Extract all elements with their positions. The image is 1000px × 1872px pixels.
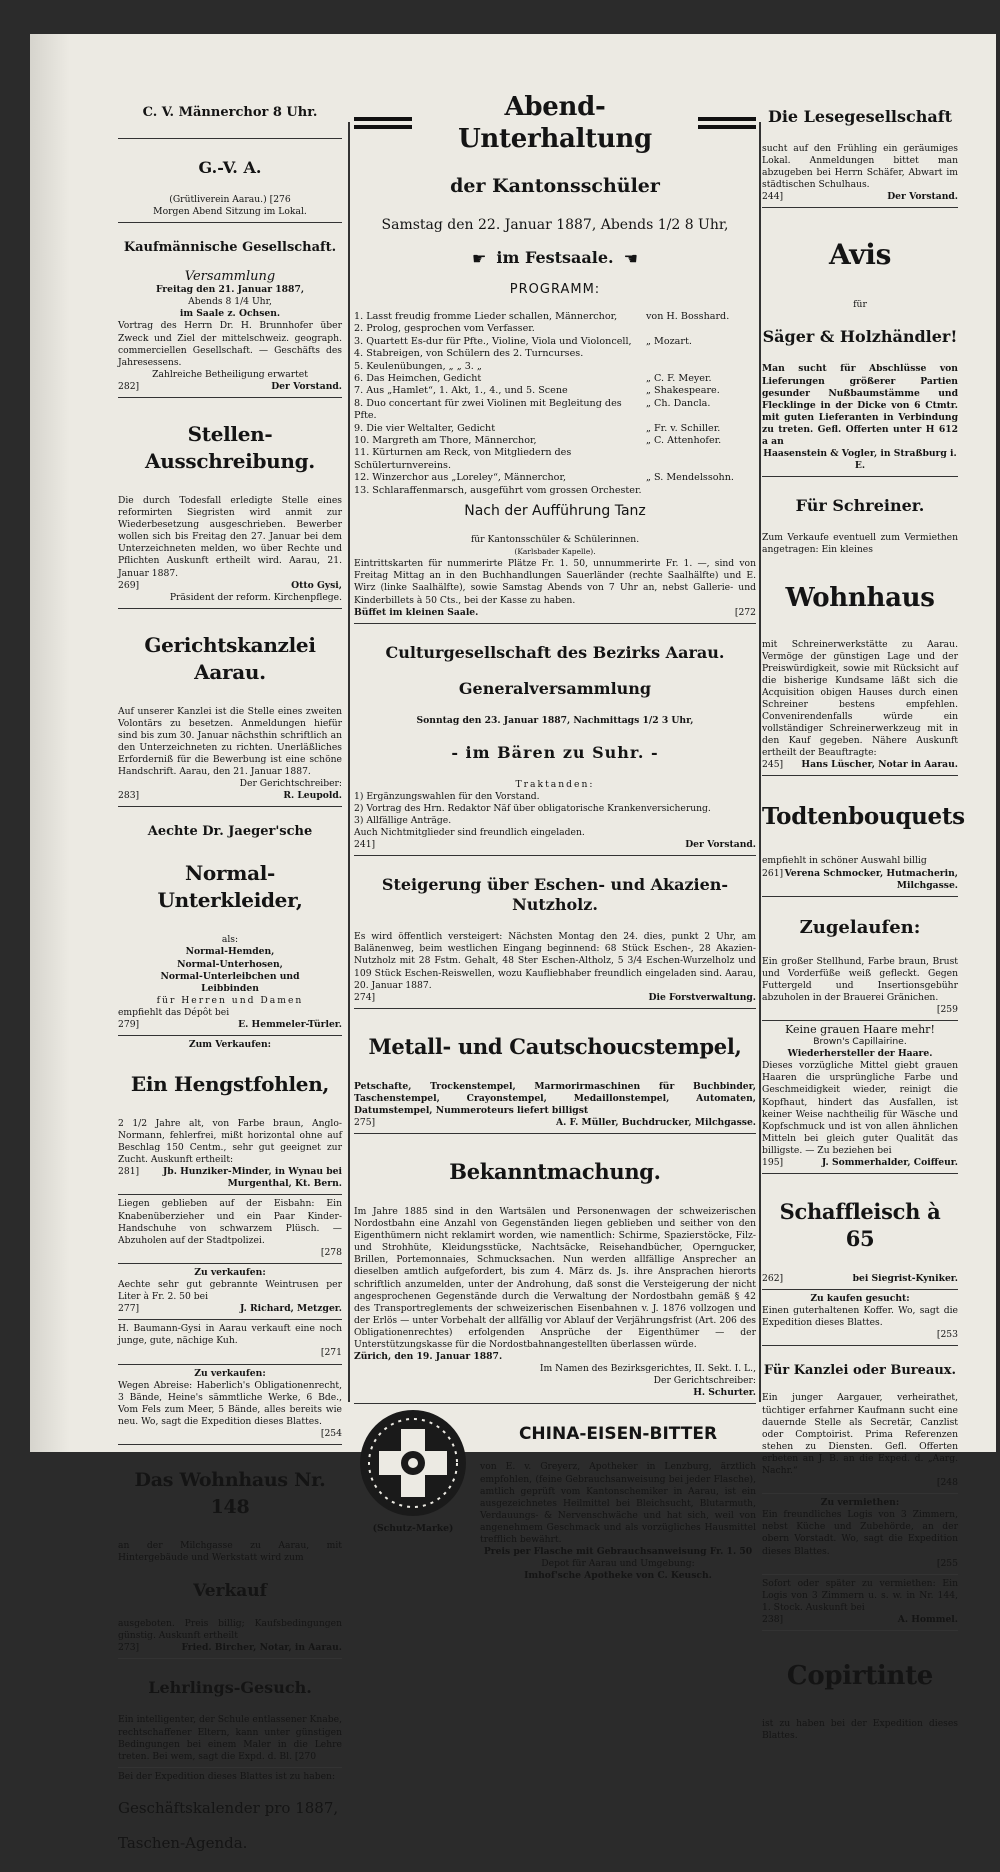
ad-lesegesellschaft (762, 88, 958, 208)
ad-footer: 244] Der Vorstand. (762, 191, 958, 203)
ad-line: Zürich, den 19. Januar 1887. (354, 1351, 503, 1363)
ad-koffer (762, 1290, 958, 1346)
ad-kanzlei (762, 1346, 958, 1494)
column-rule (759, 122, 761, 1402)
ad-title: Normal-Unterkleider, (157, 861, 303, 913)
ad-line: [254 (320, 1427, 342, 1439)
ad-text: Ein freundliches Logis von 3 Zimmern, nebst Küche und Zubehörde, an der obern Vorstadt. Wo, sagt die Expedition dieses Blattes. (762, 1509, 958, 1557)
column-center (354, 88, 756, 1586)
ad-text: Sofort oder später zu vermiethen: Ein Logis von 3 Zimmern u. s. w. in Nr. 144, 1. Stock. Auskunft bei (762, 1577, 958, 1613)
trademark-seal-icon (357, 1407, 469, 1519)
ad-footer: 274] Die Forstverwaltung. (354, 991, 756, 1003)
ad-footer: 241] Der Vorstand. (354, 839, 756, 851)
program-item-title: 5. Keulenübungen, „ „ 3. „ (354, 360, 482, 372)
ad-line: [259 (936, 1003, 958, 1015)
ad-line: [278 (320, 1246, 342, 1258)
ad-metall (354, 1009, 756, 1134)
ad-line: [271 (320, 1347, 342, 1359)
program-item (354, 435, 756, 447)
ad-liegen (118, 1195, 342, 1263)
ad-line: [253 (936, 1329, 958, 1341)
ad-vermiethen (762, 1494, 958, 1575)
ad-schreiner (762, 477, 958, 776)
ad-title: Metall- und Cautschoucstempel, (368, 1033, 742, 1059)
ad-line: im Saale z. Ochsen. (179, 308, 281, 320)
ad-line: [255 (936, 1557, 958, 1569)
program-item-title: 11. Kürturnen am Reck, von Mitgliedern des Schülerturnvereins. (354, 447, 572, 471)
ad-line: H. Schurter. (693, 1387, 756, 1399)
ad-kaufmaennische (118, 223, 342, 398)
ad-title: Säger & Holzhändler! (762, 327, 958, 347)
ad-steigerung (354, 856, 756, 1008)
ad-text: H. Baumann-Gysi in Aarau verkauft eine noch junge, gute, nächige Kuh. (118, 1323, 342, 1347)
ad-footer: 195] J. Sommerhalder, Coiffeur. (762, 1157, 958, 1169)
ad-text: Man sucht für Abschlüsse von Lieferungen größerer Partien gesunder Nußbaumstämme und Flecklinge in der Dicke von 6 Ctmtr. mit guten Lieferanten in Verbindung zu treten. Gefl. Offerten unter H 612 a an (762, 363, 958, 448)
ad-text: an der Milchgasse zu Aarau, mit Hintergebäude und Werkstatt wird zum (118, 1540, 342, 1564)
ad-text: Es wird öffentlich versteigert: Nächsten Montag den 24. dies, punkt 2 Uhr, am Balänenweg, beim westlichen Eingang beginnend: 68 Stück Eschen-, 28 Akazien- Nutzholz mit 28 Fstm. Gehalt, 48 Ster Eschen-Altholz, 5 3/4 Eschen-Wurzelholz und 109 Stück Eschen-Reiswellen, wozu Kaufliebhaber freundlich eingeladen sind. Aarau, 20. Januar 1887. (354, 931, 756, 991)
ad-footer: 245] Hans Lüscher, Notar in Aarau. (762, 759, 958, 771)
ad-footer: Büffet im kleinen Saale. [272 (354, 606, 756, 618)
ad-zugelaufen (762, 897, 958, 1021)
ad-line: Im Namen des Bezirksgerichtes, II. Sekt. I. L., (539, 1363, 756, 1375)
program-item (354, 398, 756, 423)
program-label: PROGRAMM: (509, 282, 601, 297)
ad-schaffleisch (762, 1174, 958, 1290)
ad-title: Gerichtskanzlei Aarau. (144, 632, 316, 684)
program-item (354, 311, 756, 323)
program-item-title: 7. Aus „Hamlet“, 1. Akt, 1., 4., und 5. Scene (354, 385, 568, 397)
program-item-author: von H. Bosshard. (646, 311, 730, 322)
ad-todtenbouquets (762, 776, 965, 896)
ad-footer: 261] Verena Schmocker, Hutmacherin, Milchgasse. (762, 867, 958, 891)
program-item-title: 9. Die vier Weltalter, Gedicht (354, 422, 496, 434)
ad-line: Präsident der reform. Kirchenpflege. (169, 591, 342, 603)
ad-line: Sonntag den 23. Januar 1887, Nachmittags 1/2 3 Uhr, (416, 714, 694, 726)
program-item (354, 447, 756, 472)
ad-line: empfiehlt das Dépôt bei (118, 1006, 230, 1018)
ad-cultur (354, 624, 756, 857)
program-item-title: 13. Schlaraffenmarsch, ausgeführt vom grossen Orchester. (354, 484, 642, 496)
ad-line: Wiederhersteller der Haare. (787, 1048, 933, 1060)
ad-text: Dieses vorzügliche Mittel giebt grauen Haaren die ursprüngliche Farbe und Geschmeidigkeit wieder, reinigt die Kopfhaut, hindert das Ausfallen, ist keiner Weise nachtheilig für Wäsche und Kopfschmuck und ist von allen ähnlichen Mitteln bei gleich guter Qualität das billigste. — Zu beziehen bei (762, 1060, 958, 1156)
ad-title: Schaffleisch à 65 (779, 1199, 941, 1252)
ad-sofort (762, 1575, 958, 1631)
ad-title: Lehrlings-Gesuch. (148, 1678, 312, 1698)
ad-footer: 262] bei Siegrist-Kyniker. (762, 1273, 958, 1285)
ad-line: (Karlsbader Kapelle). (514, 547, 596, 557)
ad-line: Zu vermiethen: (820, 1497, 900, 1509)
ad-hengstfohlen (118, 1036, 342, 1195)
ad-wohnhaus (118, 1445, 342, 1659)
ad-title: Keine grauen Haare mehr! (785, 1023, 935, 1036)
ad-bekanntmachung (354, 1134, 756, 1405)
ad-line: Morgen Abend Sitzung im Lokal. (153, 206, 307, 218)
ad-books (118, 1365, 342, 1446)
ad-line: Imhof'sche Apotheke von C. Keusch. (524, 1570, 712, 1582)
ad-footer: 282] Der Vorstand. (118, 380, 342, 392)
ad-header (354, 248, 756, 268)
ad-title: Das Wohnhaus Nr. 148 (134, 1469, 326, 1519)
ad-text: Wegen Abreise: Haberlich's Obligationenrecht, 3 Bände, Heine's sämmtliche Werke, 6 Bde., Vom Fels zum Meer, 5 Bände, alles bereits wie neu. Wo, sagt die Expedition dieses Blattes. (118, 1379, 342, 1427)
ad-lehrling (118, 1659, 342, 1767)
ad-title: Die Lesegesellschaft (767, 107, 953, 126)
ad-gerichtskanzlei (118, 609, 342, 808)
ad-text: ist zu haben bei der Expedition dieses Blattes. (762, 1718, 958, 1742)
ad-title: Steigerung über Eschen- und Akazien-Nutzholz. (381, 875, 729, 915)
ad-title: Bekanntmachung. (449, 1158, 661, 1184)
program-item-author (646, 447, 756, 472)
ad-line: Zu kaufen gesucht: (810, 1293, 910, 1305)
ad-text: Vortrag des Herrn Dr. H. Brunnhofer über Zweck und Ziel der mittelschweiz. geograph. commerciellen Gesellschaft. — Geschäfts des Jahresessens. (118, 320, 342, 368)
ad-line: Normal-Hemden, (185, 946, 275, 958)
ad-text: Liegen geblieben auf der Eisbahn: Ein Knabenüberzieher und ein Paar Kinder-Handschuhe von schwarzem Plüsch. — Abzuholen auf der Stadtpolizei. (118, 1198, 342, 1246)
ad-title: Wohnhaus (785, 582, 935, 613)
ad-stellen (118, 398, 342, 609)
ad-line: Brown's Capillairine. (813, 1036, 907, 1048)
ad-text: Ein junger Aargauer, verheirathet, tüchtiger erfahrner Kaufmann sucht eine dauernde Stelle als Secretär, Canzlist oder Comptoirist. Prima Referenzen stehen zu Diensten. Gefl. Offerten erbeten an J. B. an die Exped. d. „Aarg. Nachr.“ (762, 1392, 958, 1476)
ad-title: Geschäftskalender pro 1887, (118, 1798, 339, 1817)
ad-baumann (118, 1320, 342, 1364)
ad-text: Auf unserer Kanzlei ist die Stelle eines zweiten Volontärs zu besetzen. Anmeldungen hiefür sind bis zum 30. Januar nächsthin schriftlich an den Unterzeichneten zu richten. Unerläßliches Erforderniß für die Bewerbung ist eine schöne Handschrift. Aarau, den 21. Januar 1887. (118, 705, 342, 778)
ad-line: - im Bären zu Suhr. - (451, 742, 659, 762)
program-item-title: 2. Prolog, gesprochen vom Verfasser. (354, 323, 535, 335)
ad-text: empfiehlt in schöner Auswahl billig (762, 855, 927, 867)
ad-footer: 238] A. Hommel. (762, 1614, 958, 1625)
ad-line: für Herren und Damen (156, 994, 304, 1006)
ad-title: CHINA-EISEN-BITTER (518, 1424, 718, 1445)
ad-line: Samstag den 22. Januar 1887, Abends 1/2 8 Uhr, (381, 217, 729, 233)
ad-line: Zahlreiche Betheiligung erwartet (152, 368, 308, 380)
ad-line: für Kantonsschüler & Schülerinnen. (470, 534, 640, 546)
program-item (354, 485, 756, 497)
rule-decoration (698, 117, 756, 129)
ad-line: Zu verkaufen: (194, 1266, 266, 1278)
program-item-author: „ C. F. Meyer. (646, 373, 712, 385)
ad-text: Bei der Expedition dieses Blattes ist zu haben: (118, 1770, 336, 1782)
ad-avis (762, 208, 958, 477)
ad-line: Der Gerichtschreiber: (239, 778, 342, 790)
ad-text: Zum Verkaufe eventuell zum Vermiethen angetragen: Ein kleines (762, 532, 958, 556)
trademark-label: (Schutz-Marke) (372, 1523, 454, 1535)
program-item-author (646, 485, 756, 497)
ad-text: Einen guterhaltenen Koffer. Wo, sagt die Expedition dieses Blattes. (762, 1305, 958, 1329)
ad-title: Kaufmännische Gesellschaft. (123, 240, 337, 256)
ad-line: [248 (936, 1477, 958, 1489)
ad-wein (118, 1264, 342, 1320)
column-rule (348, 122, 350, 1402)
ad-line: 2) Vortrag des Hrn. Redaktor Näf über obligatorische Krankenversicherung. (354, 802, 711, 814)
ad-text: sucht auf den Frühling ein geräumiges Lokal. Anmeldungen bittet man abzugeben bei Herrn Schäfer, Abwart im städtischen Schulhaus. (762, 143, 958, 191)
program-item-author: „ S. Mendelssohn. (646, 472, 734, 484)
program-item (354, 385, 756, 397)
program-item (354, 361, 756, 373)
program-item-author: „ Shakespeare. (646, 385, 720, 397)
ad-line: Versammlung (184, 269, 276, 285)
ad-title: Aechte Dr. Jaeger'sche (147, 824, 313, 840)
ad-line: Haasenstein & Vogler, in Straßburg i. E. (763, 448, 957, 472)
ad-title: G.-V. A. (198, 158, 262, 177)
ad-footer: 283] R. Leupold. (118, 790, 342, 802)
ad-line: Preis per Flasche mit Gebrauchsanweisung Fr. 1. 50 (483, 1546, 753, 1558)
rule-decoration (354, 117, 412, 129)
column-left (118, 88, 342, 1872)
ad-text: Ein großer Stellhund, Farbe braun, Brust und Vorderfüße weiß gefleckt. Gegen Futtergeld und Insertionsgebühr abzuholen in der Brauerei Gränichen. (762, 955, 958, 1003)
program-item-author (646, 323, 756, 335)
ad-text: mit Schreinerwerkstätte zu Aarau. Vermöge der günstigen Lage und der Preiswürdigkeit, sowie mit Rücksicht auf die bisherige Kundsame läßt sich die Acquisition obigen Hauses durch einen Schreiner bestens empfehlen. Convenirendenfalls würde ein vollständiger Schreinerwerkzeug mit in den Kauf gegeben. Nähere Auskunft ertheilt der Beauftragte: (762, 638, 958, 759)
ad-footer: 275] A. F. Müller, Buchdrucker, Milchgasse. (354, 1116, 756, 1128)
ad-line: Zu verkaufen: (194, 1367, 266, 1379)
ad-header (354, 91, 756, 155)
ad-maennerchor (118, 88, 342, 139)
ad-china-bitter (354, 1404, 756, 1586)
ad-title: Avis (828, 238, 892, 272)
ad-kalender (118, 1768, 342, 1872)
ad-line: Abends 8 1/4 Uhr, (188, 296, 272, 308)
pointing-hand-icon: ☛ (472, 248, 487, 268)
program-item-title: 12. Winzerchor aus „Loreley“, Männerchor, (354, 472, 567, 484)
ad-title: Culturgesellschaft des Bezirks Aarau. (385, 642, 725, 662)
ad-copirtinte (762, 1631, 958, 1746)
ad-title: Abend-Unterhaltung (458, 92, 652, 154)
ad-line: Der Gerichtschreiber: (653, 1375, 756, 1387)
trademark (354, 1407, 472, 1582)
ad-body (480, 1407, 756, 1582)
ad-footer: 277] J. Richard, Metzger. (118, 1303, 342, 1315)
ad-line: Depot für Aarau und Umgebung: (541, 1558, 695, 1570)
program-item-title: 1. Lasst freudig fromme Lieder schallen, Männerchor, (354, 311, 618, 322)
ad-line: (Grütliverein Aarau.) [276 (169, 194, 291, 205)
program-item (354, 336, 756, 348)
program-item-title: 6. Das Heimchen, Gedicht (354, 373, 482, 385)
program-item (354, 323, 756, 335)
ad-line: 1) Ergänzungswahlen für den Vorstand. (354, 790, 540, 802)
ad-footer: 281] Jb. Hunziker-Minder, in Wynau bei Murgenthal, Kt. Bern. (118, 1166, 342, 1190)
ad-text: Die durch Todesfall erledigte Stelle eines reformirten Siegristen wird anmit zur Wiederbesetzung ausgeschrieben. Bewerber wollen sich bis Freitag den 27. Januar bei dem Unterzeichneten melden, wo über Rechte und Pflichten Auskunft ertheilt wird. Aarau, 21. Januar 1887. (118, 494, 342, 579)
ad-title: Generalversammlung (458, 678, 652, 698)
ad-line: Zum Verkaufen: (188, 1039, 272, 1050)
ad-title: Copirtinte (786, 1661, 934, 1691)
program-list (354, 311, 756, 497)
ad-haare (762, 1021, 958, 1174)
ad-text: 2 1/2 Jahre alt, von Farbe braun, Anglo-Normann, fehlerfrei, mißt horizontal ohne auf Beschlag 150 Centm., sehr gut geeignet zur Zucht. Auskunft ertheilt: (118, 1118, 342, 1166)
ad-text: Eintrittskarten für nummerirte Plätze Fr. 1. 50, unnummerirte Fr. 1. —, sind von Freitag Mittag an in den Buchhandlungen Sauerländer (rechte Saalhälfte) und E. Wirz (linke Saalhälfte), sowie Samstag Abends von 7 Uhr an, nebst Gallerie- und Kinderbillets à 50 Cts., bei der Kasse zu haben. (354, 558, 756, 606)
ad-line: Leibbinden (201, 982, 259, 994)
program-item (354, 472, 756, 484)
ad-text: Ein intelligenter, der Schule entlassener Knabe, rechtschaffener Eltern, kann unter günstigen Bedingungen bei einem Maler in die Lehre treten. Bei wem, sagt die Expd. d. Bl. [270 (118, 1714, 342, 1762)
column-right (762, 88, 965, 1746)
ad-title: Ein Hengstfohlen, (130, 1072, 330, 1097)
ad-line: Auch Nichtmitglieder sind freundlich eingeladen. (354, 827, 585, 839)
ad-title: C. V. Männerchor 8 Uhr. (142, 105, 318, 120)
newspaper-page (30, 34, 996, 1852)
ad-text: ausgeboten. Preis billig; Kaufsbedingungen günstig. Auskunft ertheilt (118, 1618, 342, 1642)
ad-line: Traktanden: (515, 778, 595, 790)
ad-title: der Kantonsschüler (450, 175, 660, 197)
ad-gva (118, 139, 342, 223)
ad-text: Petschafte, Trockenstempel, Marmorirmaschinen für Buchbinder, Taschenstempel, Crayonstempel, Medaillonstempel, Automaten, Datumstempel, Nummeroteurs liefert billigst (354, 1080, 756, 1116)
program-item-author: „ Mozart. (646, 335, 692, 347)
ad-footer: 269] Otto Gysi, (118, 579, 342, 591)
ad-line: 3) Allfällige Anträge. (354, 815, 452, 827)
ad-title: Für Kanzlei oder Bureaux. (763, 1363, 957, 1379)
program-item-author: „ Fr. v. Schiller. (646, 422, 721, 434)
program-item (354, 423, 756, 435)
pointing-hand-icon: ☚ (623, 248, 638, 268)
ad-title: Nach der Aufführung Tanz (464, 503, 646, 520)
ad-abend (354, 88, 756, 624)
program-item-author (646, 348, 756, 360)
ad-line: Normal-Unterleibchen und (160, 970, 300, 982)
ad-text: Aechte sehr gut gebrannte Weintrusen per Liter à Fr. 2. 50 bei (118, 1279, 342, 1303)
program-item (354, 373, 756, 385)
program-item-author: „ C. Attenhofer. (646, 435, 722, 447)
ad-jaeger (118, 807, 342, 1036)
program-item (354, 348, 756, 360)
program-item-title: 8. Duo concertant für zwei Violinen mit Begleitung des Pfte. (354, 397, 622, 422)
program-item-title: 10. Margreth am Thore, Männerchor, (354, 435, 537, 447)
ad-title: Todtenbouquets (762, 803, 965, 831)
ad-footer: 279] E. Hemmeler-Türler. (118, 1019, 342, 1030)
ad-text: von E. v. Greyerz, Apotheker in Lenzburg, ärztlich empfohlen, (feine Gebrauchsanweisung bei jeder Flasche), amtlich geprüft vom Kantonschemiker in Aarau, ist ein ausgezeichnetes Heilmittel bei Bleichsucht, Blutarmuth, Verdauungs- & Nervenschwäche und hat sich, weil von angenehmem Geschmack und als vorzügliches Hausmittel trefflich bewährt. (480, 1461, 756, 1546)
ad-title: Zugelaufen: (799, 916, 921, 938)
ad-line: Freitag den 21. Januar 1887, (155, 284, 305, 296)
ad-title: Stellen-Ausschreibung. (145, 421, 315, 473)
ad-title: Taschen-Agenda. (118, 1833, 248, 1852)
program-item-author: „ Ch. Dancla. (646, 397, 711, 409)
program-item-author (646, 361, 756, 373)
ad-title: Für Schreiner. (795, 496, 925, 516)
ad-text: Im Jahre 1885 sind in den Wartsälen und Personenwagen der schweizerischen Nordostbahn eine Anzahl von Gegenständen liegen geblieben und seither von den Eigenthümern nicht reklamirt worden, wie namentlich: Schirme, Spazierstöcke, Filz- und Strohhüte, Kleidungsstücke, Nachtsäcke, Reisehandbücher, Operngucker, Brillen, Portemonnaies, Schmucksachen. Nun werden allfällige Ansprecher an dieselben amtlich aufgefordert, bis zum 4. März ds. Js. ihre Ansprachen hierorts schriftlich anzumelden, unter der Androhung, daß sonst die Versteigerung der nicht angesprochenen Gegenstände durch die Verwaltung der Nordostbahn gemäß § 42 des Transportreglements der schweizerischen Eisenbahnen v. J. 1876 vollzogen und der Erlös — unter Vorbehalt der allfällig vor Ablauf der Verjährungsfrist (Art. 206 des Obligationenrechtes) erfolgenden Ansprüche der Eigenthümer — der Unterstützungskasse für die Nordostbahnangestellten überlassen würde. (354, 1205, 756, 1350)
ad-title: Verkauf (193, 1581, 267, 1602)
program-item-title: 4. Stabreigen, von Schülern des 2. Turncurses. (354, 348, 584, 360)
ad-line: für (853, 299, 867, 311)
ad-line: im Festsaale. (496, 248, 614, 267)
ad-footer: 273] Fried. Bircher, Notar, in Aarau. (118, 1642, 342, 1654)
ad-line: Normal-Unterhosen, (177, 958, 283, 970)
program-item-title: 3. Quartett Es-dur für Pfte., Violine, Viola und Violoncell, (354, 335, 632, 347)
ad-line: als: (221, 934, 239, 946)
